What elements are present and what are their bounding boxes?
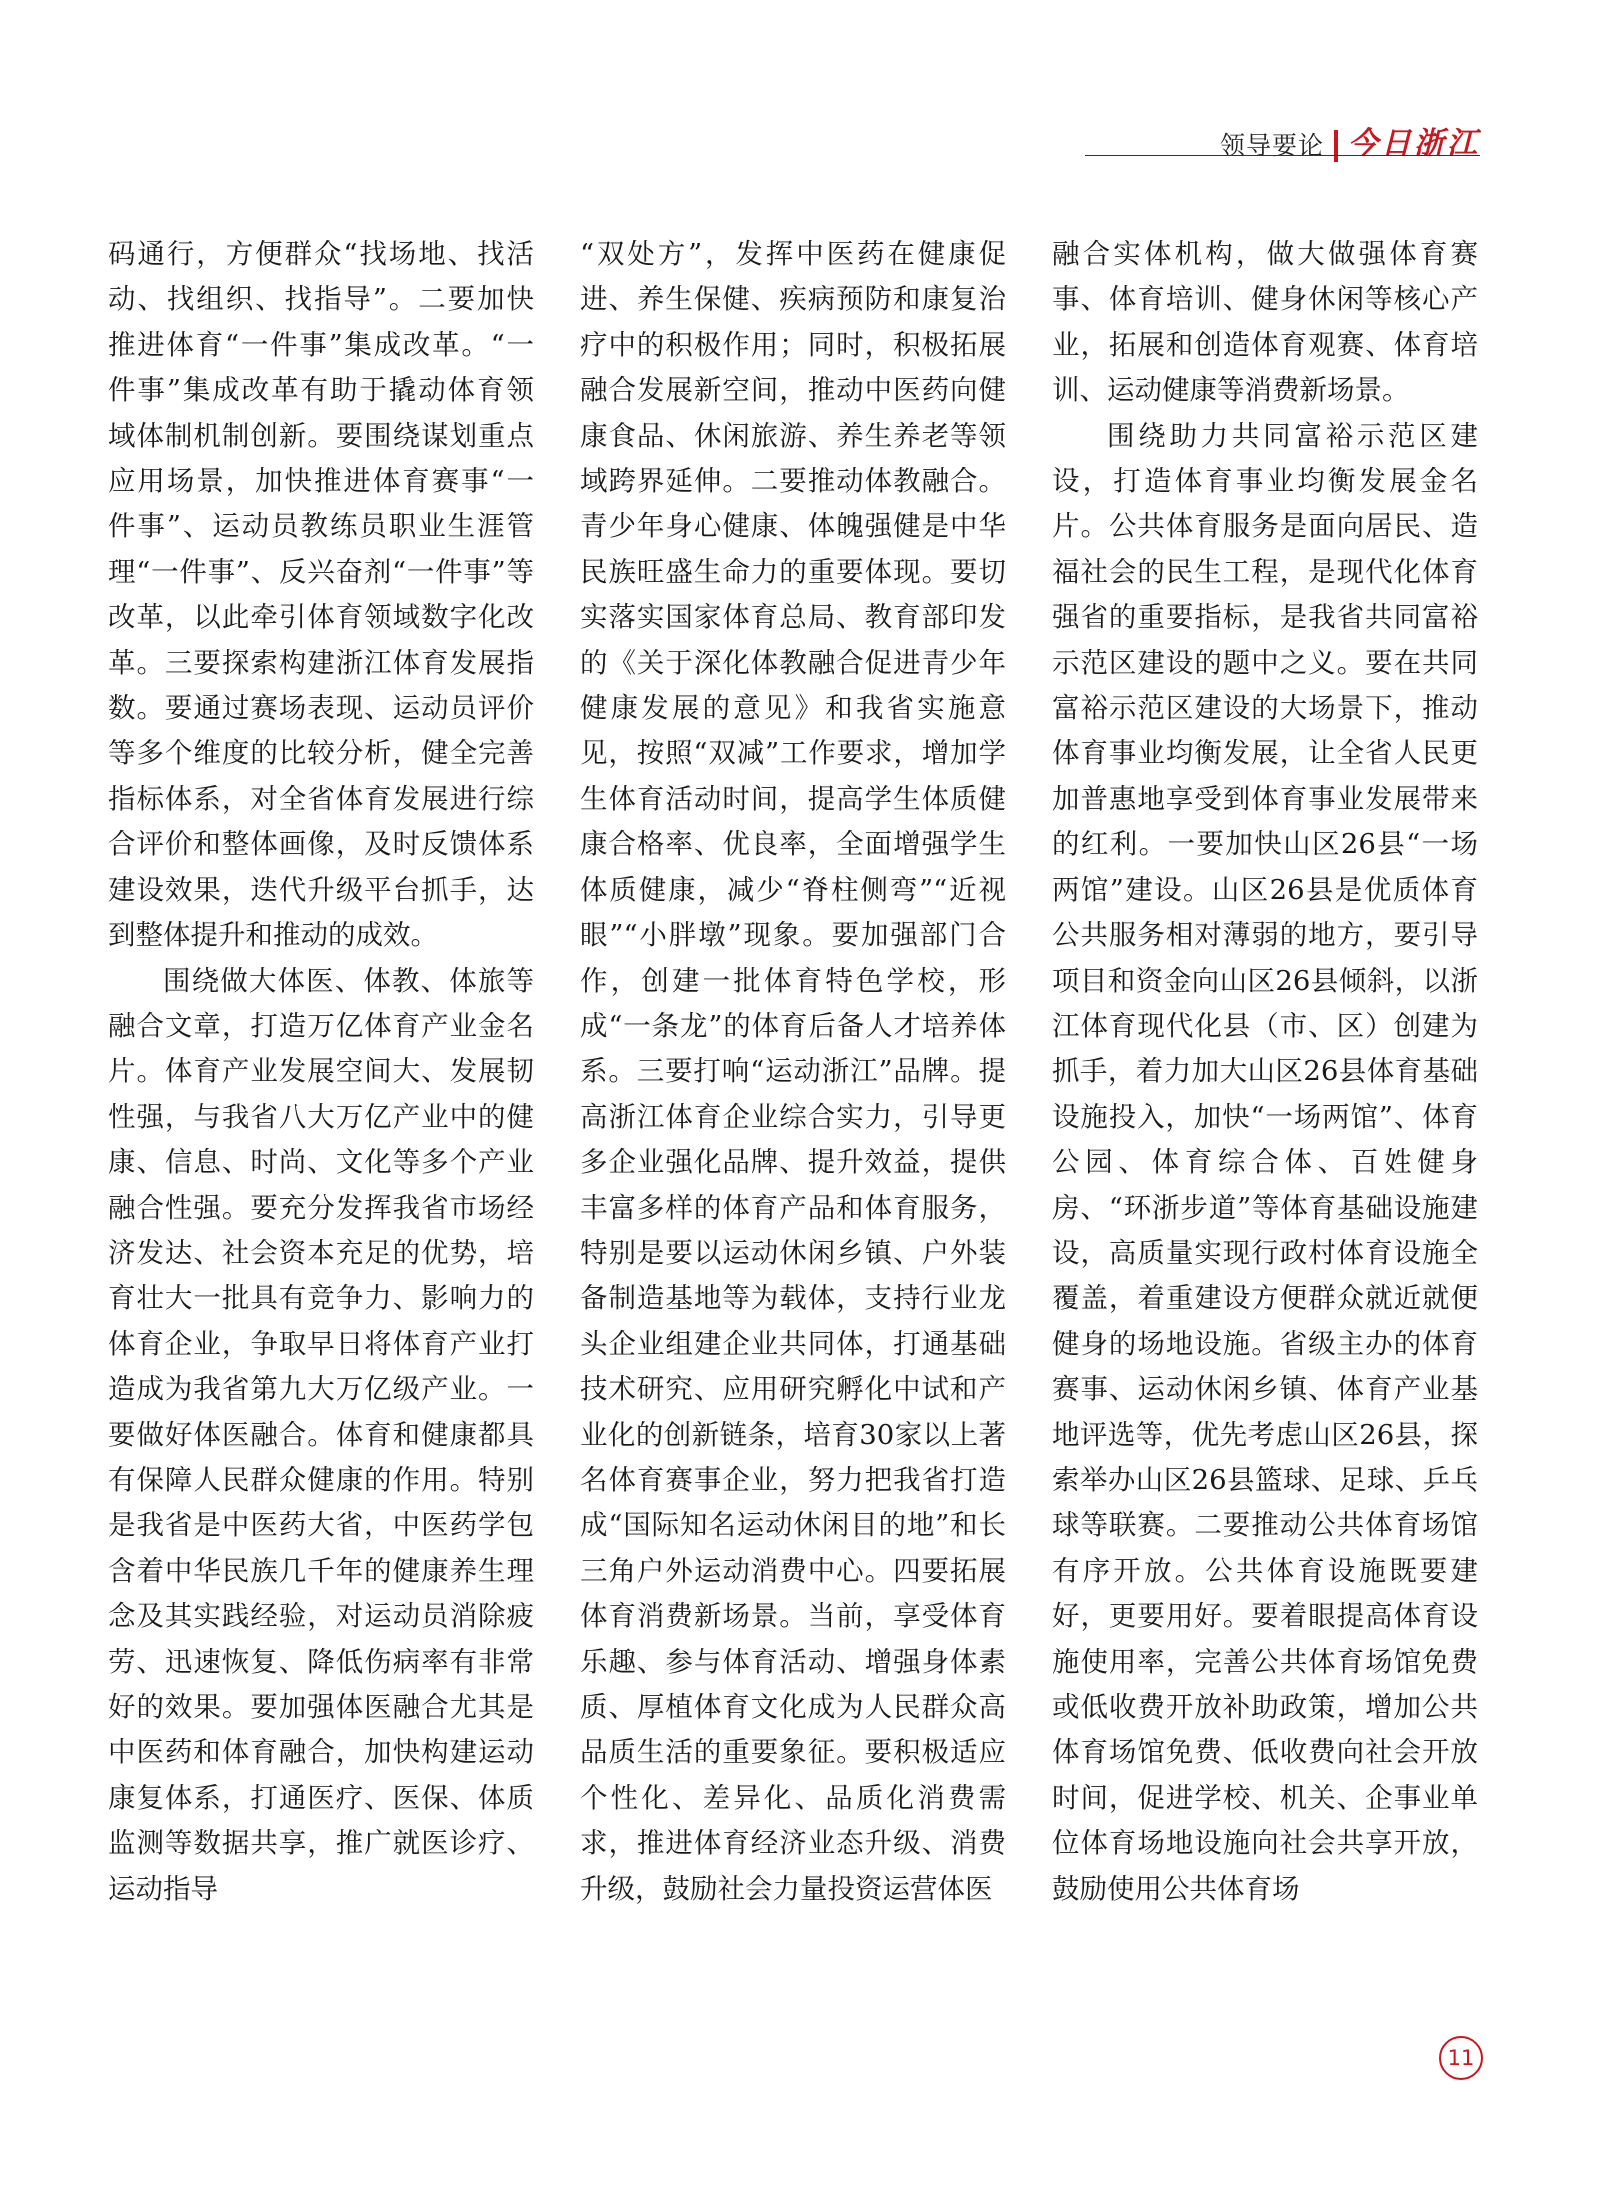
article-body (108, 232, 1478, 1992)
section-title: 领导要论 (1219, 131, 1324, 160)
paragraph: 码通行，方便群众“找场地、找活动、找组织、找指导”。二要加快推进体育“一件事”集成改革。“一件事”集成改革有助于撬动体育领域体制机制创新。要围绕谋划重点应用场景，加快推进体育赛事“一件事”、运动员教练员职业生涯管理“一件事”、反兴奋剂“一件事”等改革，以此牵引体育领域数字化改革。三要探索构建浙江体育发展指数。要通过赛场表现、运动员评价等多个维度的比较分析，健全完善指标体系，对全省体育发展进行综合评价和整体画像，及时反馈体系建设效果，迭代升级平台抓手，达到整体提升和推动的成效。 (108, 238, 534, 952)
page-number: 11 (1439, 2036, 1483, 2080)
text-column-3 (1052, 232, 1478, 1992)
paragraph: 围绕做大体医、体教、体旅等融合文章，打造万亿体育产业金名片。体育产业发展空间大、发展韧性强，与我省八大万亿产业中的健康、信息、时尚、文化等多个产业融合性强。要充分发挥我省市场经济发达、社会资本充足的优势，培育壮大一批具有竞争力、影响力的体育企业，争取早日将体育产业打造成为我省第九大万亿级产业。一要做好体医融合。体育和健康都具有保障人民群众健康的作用。特别是我省是中医药大省，中医药学包含着中华民族几千年的健康养生理念及其实践经验，对运动员消除疲劳、迅速恢复、降低伤病率有非常好的效果。要加强体医融合尤其是中医药和体育融合，加快构建运动康复体系，打通医疗、医保、体质监测等数据共享，推广就医诊疗、运动指导 (108, 964, 534, 1905)
header-divider (1334, 130, 1338, 162)
header-rule (1085, 155, 1480, 156)
text-column-1 (108, 232, 534, 1992)
magazine-logo: 今日浙江 (1348, 126, 1480, 161)
text-column-2 (580, 232, 1006, 1992)
paragraph: 围绕助力共同富裕示范区建设，打造体育事业均衡发展金名片。公共体育服务是面向居民、造福社会的民生工程，是现代化体育强省的重要指标，是我省共同富裕示范区建设的题中之义。要在共同富裕示范区建设的大场景下，推动体育事业均衡发展，让全省人民更加普惠地享受到体育事业发展带来的红利。一要加快山区26县“一场两馆”建设。山区26县是优质体育公共服务相对薄弱的地方，要引导项目和资金向山区26县倾斜，以浙江体育现代化县（市、区）创建为抓手，着力加大山区26县体育基础设施投入，加快“一场两馆”、体育公园、体育综合体、百姓健身房、“环浙步道”等体育基础设施建设，高质量实现行政村体育设施全覆盖，着重建设方便群众就近就便健身的场地设施。省级主办的体育赛事、运动休闲乡镇、体育产业基地评选等，优先考虑山区26县，探索举办山区26县篮球、足球、乒乓球等联赛。二要推动公共体育场馆有序开放。公共体育设施既要建好，更要用好。要着眼提高体育设施使用率，完善公共体育场馆免费或低收费开放补助政策，增加公共体育场馆免费、低收费向社会开放时间，促进学校、机关、企事业单位体育场地设施向社会共享开放，鼓励使用公共体育场 (1052, 419, 1478, 1905)
paragraph: 融合实体机构，做大做强体育赛事、体育培训、健身休闲等核心产业，拓展和创造体育观赛、体育培训、运动健康等消费新场景。 (1052, 238, 1478, 407)
paragraph: “双处方”，发挥中医药在健康促进、养生保健、疾病预防和康复治疗中的积极作用；同时，积极拓展融合发展新空间，推动中医药向健康食品、休闲旅游、养生养老等领域跨界延伸。二要推动体教融合。青少年身心健康、体魄强健是中华民族旺盛生命力的重要体现。要切实落实国家体育总局、教育部印发的《关于深化体教融合促进青少年健康发展的意见》和我省实施意见，按照“双减”工作要求，增加学生体育活动时间，提高学生体质健康合格率、优良率，全面增强学生体质健康，减少“脊柱侧弯”“近视眼”“小胖墩”现象。要加强部门合作，创建一批体育特色学校，形成“一条龙”的体育后备人才培养体系。三要打响“运动浙江”品牌。提高浙江体育企业综合实力，引导更多企业强化品牌、提升效益，提供丰富多样的体育产品和体育服务，特别是要以运动休闲乡镇、户外装备制造基地等为载体，支持行业龙头企业组建企业共同体，打通基础技术研究、应用研究孵化中试和产业化的创新链条，培育30家以上著名体育赛事企业，努力把我省打造成“国际知名运动休闲目的地”和长三角户外运动消费中心。四要拓展体育消费新场景。当前，享受体育乐趣、参与体育活动、增强身体素质、厚植体育文化成为人民群众高品质生活的重要象征。要积极适应个性化、差异化、品质化消费需求，推进体育经济业态升级、消费升级，鼓励社会力量投资运营体医 (580, 238, 1006, 1905)
